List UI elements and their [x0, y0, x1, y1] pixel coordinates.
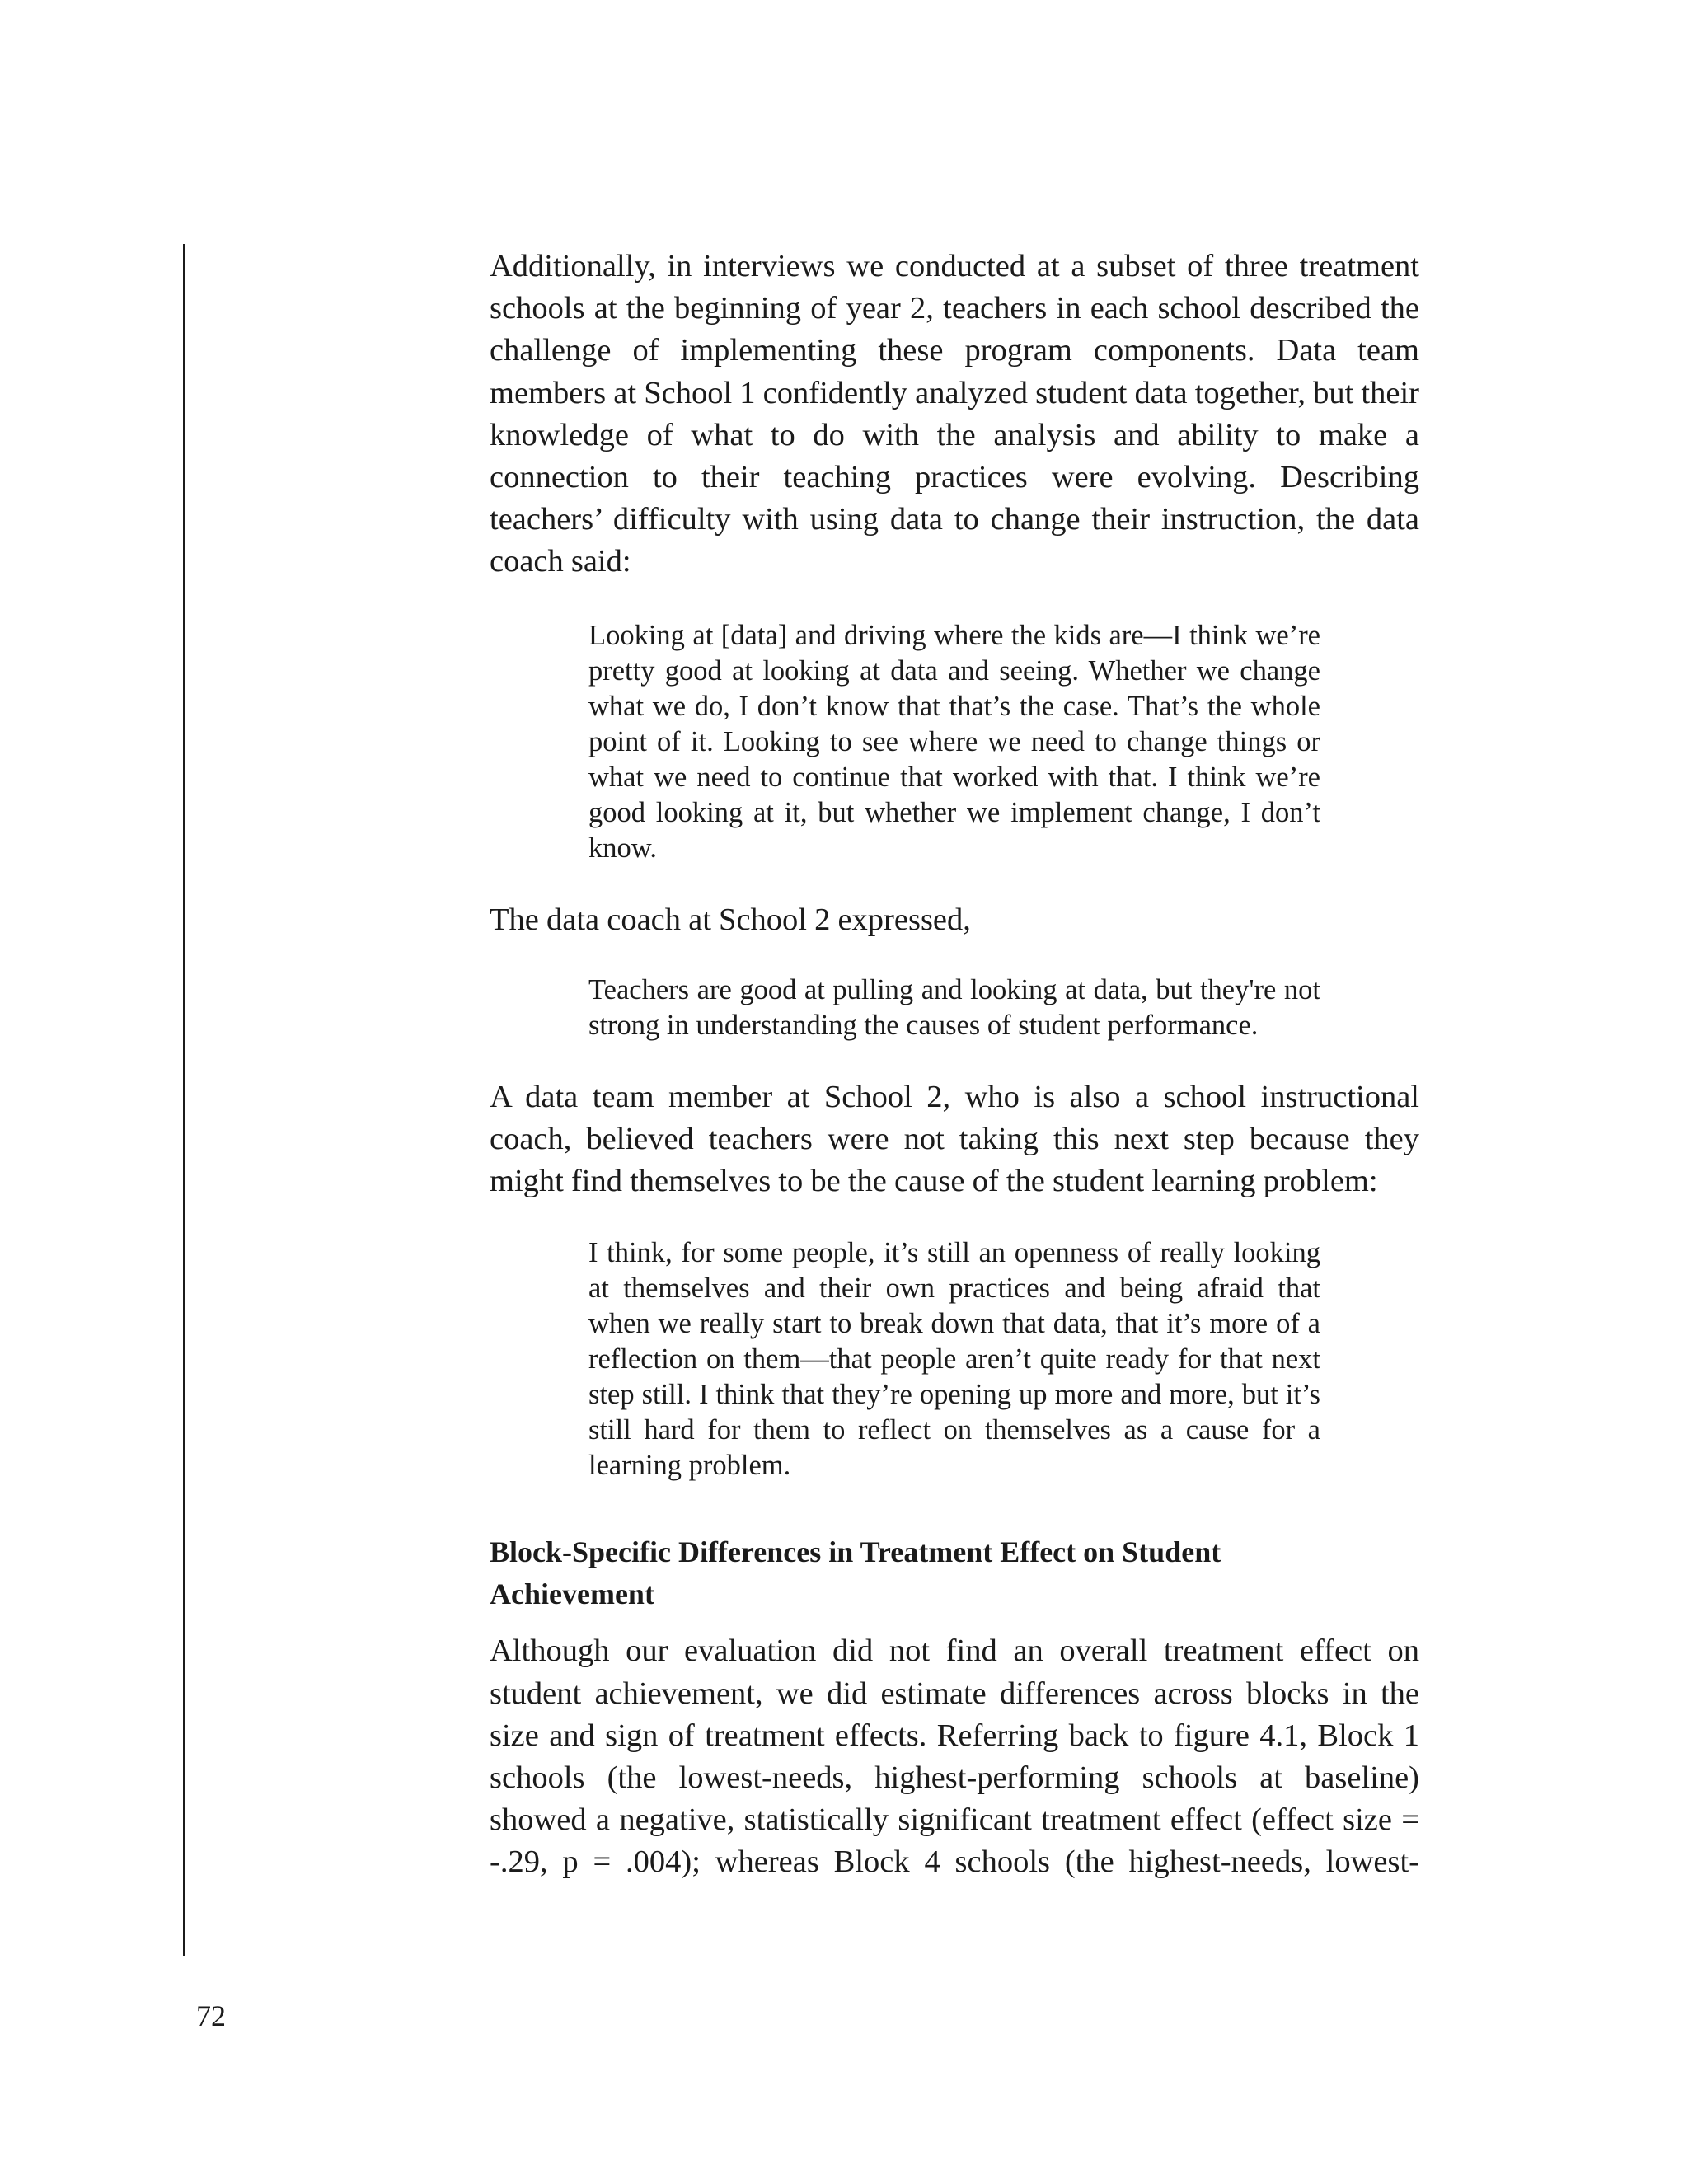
body-paragraph-4: Although our evaluation did not find an overall treatment effect on student achievement, we did estimate differences across blocks in the size and sign of treatment effects. Referring back to figure 4.1, Block 1 schools (the lowest-needs, highest-performing schools at baseline) showed a negative, statistically significant treatment effect (effect size = -.29, p = .004); whereas Block 4 schools (the highest-needs, lowest- [490, 1633, 1419, 1880]
body-paragraph-3: A data team member at School 2, who is also a school instructional coach, believed teachers were not taking this next step because they might find themselves to be the cause of the student learning problem: [490, 1079, 1419, 1199]
block-quote-2: Teachers are good at pulling and looking at data, but they're not strong in understanding the causes of student performance. [588, 973, 1320, 1041]
block-quote-3: I think, for some people, it’s still an openness of really looking at themselves and their own practices and being afraid that when we really start to break down that data, that it’s more of a reflection on them—that people aren’t quite ready for that next step still. I think that they’re opening up more and more, but it’s still hard for them to reflect on themselves as a cause for a learning problem. [588, 1237, 1320, 1482]
block-quote-1: Looking at [data] and driving where the kids are—I think we’re pretty good at looking at data and seeing. Whether we change what we do, I don’t know that that’s the case. That’s the whole point of it. Looking to see where we need to change things or what we need to continue that worked with that. I think we’re good looking at it, but whether we implement change, I don’t know. [588, 619, 1320, 864]
body-paragraph-1: Additionally, in interviews we conducted at a subset of three treatment schools at the beginning of year 2, teachers in each school described the challenge of implementing these program components. Data team members at School 1 confidently analyzed student data together, but their knowledge of what to do with the analysis and ability to make a connection to their teaching practices were evolving. Describing teachers’ difficulty with using data to change their instruction, the data coach said: [490, 249, 1419, 579]
margin-rule [183, 244, 185, 1956]
body-paragraph-2: The data coach at School 2 expressed, [490, 902, 971, 937]
section-heading: Block-Specific Differences in Treatment Effect on Student Achievement [490, 1535, 1221, 1611]
page-content [490, 246, 1419, 1884]
page-number: 72 [196, 1999, 226, 2032]
